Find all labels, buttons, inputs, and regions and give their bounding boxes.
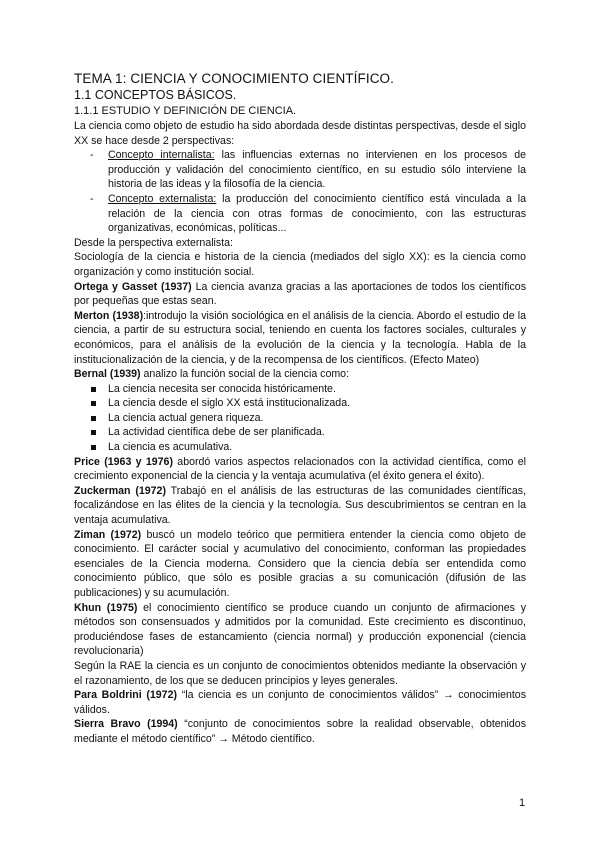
section-heading: 1.1 CONCEPTOS BÁSICOS. [74,88,237,102]
page-number: 1 [519,797,526,809]
list-item-text: La ciencia es acumulativa. [108,441,233,454]
list-item-text: La actividad científica debe de ser planificada. [108,426,325,439]
price-paragraph [74,455,526,484]
author-name: Sierra Bravo (1994) [74,718,178,731]
list-item [74,425,526,440]
square-bullet-icon [91,401,96,406]
author-name: Para Boldrini (1972) [74,689,177,702]
document-body [74,70,526,747]
paragraph-text: buscó un modelo teórico que permitiera entender la ciencia como objeto de conocimiento. El carácter social y acumulativo del conocimiento, conforman las propiedades esenciales de la Ciencia moderna. Considero que la ciencia debía ser entendida como conocimiento público, que sólo es posible gracias a su comunicación (difusión de las publicaciones) y su acumulación. [74,528,526,599]
square-bullet-icon [91,387,96,392]
paragraph-text: “la ciencia es un conjunto de conocimientos válidos” → conocimientos válidos. [74,689,526,716]
list-item [74,440,526,455]
merton-paragraph [74,309,526,367]
boldrini-paragraph [74,688,526,717]
list-item [74,382,526,397]
paragraph-text: La ciencia avanza gracias a las aportaciones de todos los científicos por pequeñas que estas sean. [74,280,526,308]
author-name: Khun (1975) [74,601,138,614]
rae-paragraph: Según la RAE la ciencia es un conjunto de conocimientos obtenidos mediante la observación y el razonamiento, de los que se deducen principios y leyes generales. [74,659,526,687]
sociologia-paragraph: Sociología de la ciencia e historia de la ciencia (mediados del siglo XX): es la ciencia como organización y como institución social. [74,251,526,278]
dash-bullet: - [90,149,94,162]
term-definition: las influencias externas no intervienen en los procesos de producción y validación del conocimiento científico, en su estudio sólo interviene la historia de las ideas y la filosofía de la ciencia. [108,149,526,191]
list-item [74,192,526,236]
bernal-list [74,382,526,455]
author-name: Ortega y Gasset (1937) [74,280,192,293]
bernal-paragraph [74,367,526,382]
intro-paragraph: La ciencia como objeto de estudio ha sido abordada desde distintas perspectivas, desde el siglo XX se hace desde 2 perspectivas: [74,120,526,147]
ziman-paragraph [74,528,526,601]
square-bullet-icon [91,430,96,435]
list-item [74,148,526,192]
perspectives-list [74,148,526,236]
dash-bullet: - [90,192,94,205]
paragraph-text: :introdujo la visión sociológica en el análisis de la ciencia. Abordo el estudio de la ciencia, a partir de su estructura social, teniendo en cuenta los factores sociales, culturales y económicos, para el análisis de la evolución de la ciencia y la tecnología. Habla de la institucionalización de la ciencia, y de la recompensa de los científicos. (Efecto Mateo) [74,309,526,366]
khun-paragraph [74,601,526,659]
ortega-paragraph [74,280,526,309]
term: Concepto externalista: [108,192,217,205]
author-name: Ziman (1972) [74,528,142,541]
author-name: Bernal (1939) [74,368,141,381]
author-name: Merton (1938) [74,309,144,322]
paragraph-text: el conocimiento científico se produce cuando un conjunto de afirmaciones y métodos son consensuados y admitidos por la comunidad. Este crecimiento es discontinuo, produciéndose fases de estancamiento (ciencia normal) y producción exponencial (ciencia revolucionaria) [74,601,526,658]
paragraph-text: “conjunto de conocimientos sobre la realidad observable, obtenidos mediante el método científico” → Método científico. [74,718,526,745]
paragraph-text: analizo la función social de la ciencia como: [140,368,350,381]
square-bullet-icon [91,416,96,421]
paragraph-text: abordó varios aspectos relacionados con la actividad científica, como el crecimiento exponencial de la ciencia y la ventaja acumulativa (el éxito genera el éxito). [74,455,527,483]
list-item-text: La ciencia necesita ser conocida históricamente. [108,382,336,395]
author-name: Zuckerman (1972) [74,484,166,497]
list-item [74,411,526,426]
zuckerman-paragraph [74,484,526,528]
externalista-intro: Desde la perspectiva externalista: [74,236,233,249]
subsection-heading: 1.1.1 ESTUDIO Y DEFINICIÓN DE CIENCIA. [74,105,297,117]
square-bullet-icon [91,445,96,450]
term: Concepto internalista: [108,149,215,162]
sierra-paragraph [74,717,526,746]
term-definition: la producción del conocimiento científico está vinculada a la relación de la ciencia con otras formas de conocimiento, con las estructuras organizativas, económicas, políticas... [108,192,527,235]
list-item-text: La ciencia desde el siglo XX está institucionalizada. [108,397,351,410]
author-name: Price (1963 y 1976) [74,455,173,468]
chapter-title: TEMA 1: CIENCIA Y CONOCIMIENTO CIENTÍFICO. [74,71,394,86]
list-item [74,396,526,411]
list-item-text: La ciencia actual genera riqueza. [108,411,264,424]
paragraph-text: Trabajó en el análisis de las estructuras de las comunidades científicas, focalizándose en las élites de la ciencia y la tecnología. Sus descubrimientos se centran en la ventaja acumulativa. [74,484,526,527]
